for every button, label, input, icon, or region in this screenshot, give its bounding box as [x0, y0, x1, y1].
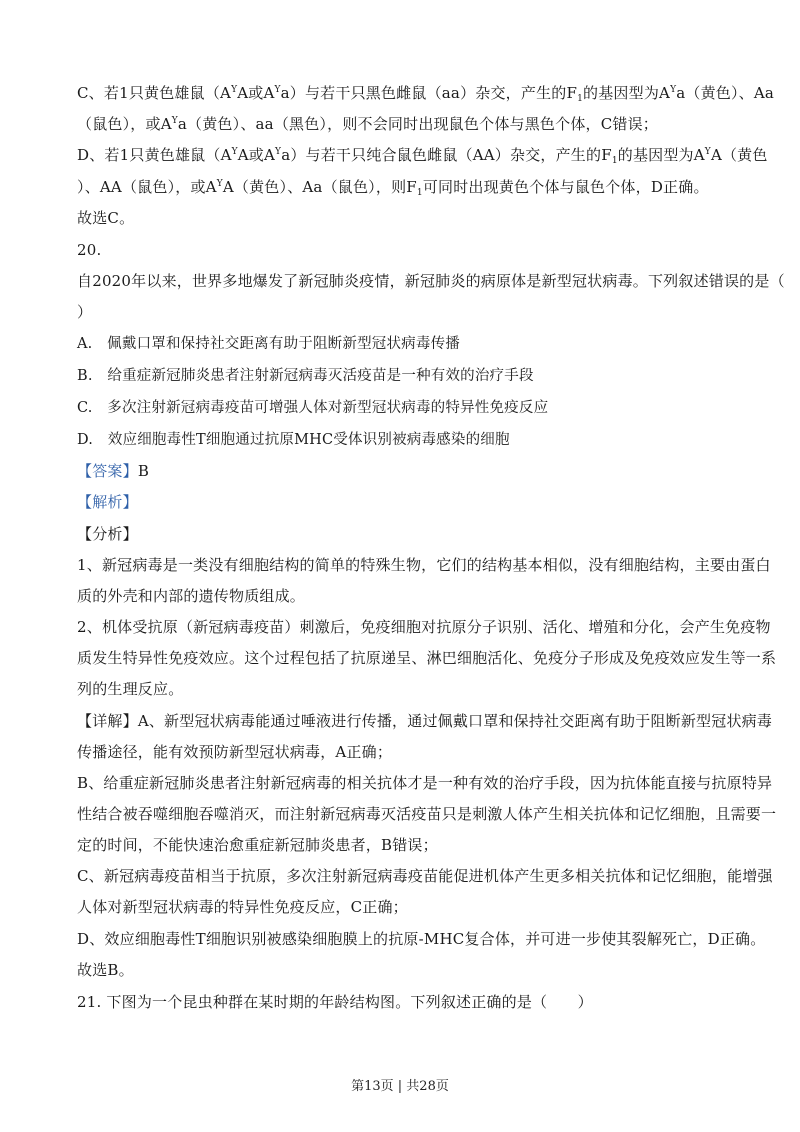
q19-option-d-line2: ）、AA（鼠色），或$A^YA$（黄色）、Aa（鼠色），则$F_1$可同时出现黄色个体与鼠色个体，D正确。	[77, 178, 709, 198]
analysis-point2-line1: 2、机体受抗原（新冠病毒疫苗）刺激后，免疫细胞对抗原分子识别、活化、增殖和分化，会产生免疫物	[77, 618, 771, 636]
answer-tag: 【答案】	[77, 462, 138, 480]
q20-number: 20.	[77, 241, 102, 259]
analysis-point2-line2: 质发生特异性免疫效应。这个过程包括了抗原递呈、淋巴细胞活化、免疫分子形成及免疫效应发生等一系	[77, 649, 777, 667]
detail-a-line2: 传播途径，能有效预防新型冠状病毒，A正确；	[77, 743, 393, 761]
detail-b-line1: B、给重症新冠肺炎患者注射新冠病毒的相关抗体才是一种有效的治疗手段，因为抗体能直接与抗原特异	[77, 774, 773, 792]
detail-tag: 【详解】	[77, 712, 138, 730]
q19-choose: 故选C。	[77, 209, 135, 227]
detail-c-line2: 人体对新型冠状病毒的特异性免疫反应，C正确；	[77, 898, 408, 916]
detail-b-line2: 性结合被吞噬细胞吞噬消灭，而注射新冠病毒灭活疫苗只是刺激人体产生相关抗体和记忆细胞，且需要一	[77, 805, 777, 823]
analysis-point1-line2: 质的外壳和内部的遗传物质组成。	[77, 587, 306, 605]
detail-b-line3: 定的时间，不能快速治愈重症新冠肺炎患者，B错误；	[77, 836, 438, 854]
detail-a-line1: 【详解】A、新型冠状病毒能通过唾液进行传播，通过佩戴口罩和保持社交距离有助于阻断新型冠状病毒	[77, 712, 773, 730]
q20-option-d: D. 效应细胞毒性T细胞通过抗原MHC受体识别被病毒感染的细胞	[77, 432, 510, 448]
detail-c-line1: C、新冠病毒疫苗相当于抗原，多次注射新冠病毒疫苗能促进机体产生更多相关抗体和记忆细胞，能增强	[77, 867, 773, 885]
analysis-point1-line1: 1、新冠病毒是一类没有细胞结构的简单的特殊生物，它们的结构基本相似，没有细胞结构，主要由蛋白	[77, 556, 771, 574]
detail-d-line1: D、效应细胞毒性T细胞识别被感染细胞膜上的抗原-MHC复合体，并可进一步使其裂解死亡，D正确。	[77, 930, 766, 948]
fenxi-tag: 【分析】	[77, 525, 138, 543]
q20-answer	[77, 461, 149, 481]
answer-value: B	[137, 462, 150, 480]
analysis-tag: 【解析】	[77, 493, 138, 511]
q20-option-c: C. 多次注射新冠病毒疫苗可增强人体对新型冠状病毒的特异性免疫反应	[77, 400, 549, 416]
q21-stem: 21. 下图为一个昆虫种群在某时期的年龄结构图。下列叙述正确的是（ ）	[77, 993, 593, 1011]
q20-stem-line2: ）	[77, 303, 93, 321]
q20-choose: 故选B。	[77, 961, 134, 979]
page-footer: 第13页 | 共28页	[351, 1079, 449, 1094]
q20-option-a: A. 佩戴口罩和保持社交距离有助于阻断新型冠状病毒传播	[77, 336, 460, 352]
q19-option-c-line2: （鼠色），或$A^Ya$（黄色）、aa（黑色），则不会同时出现鼠色个体与黑色个体，C错误；	[77, 115, 658, 133]
q20-stem-line1: 自2020年以来，世界多地爆发了新冠肺炎疫情，新冠肺炎的病原体是新型冠状病毒。下列叙述错误的是（	[77, 272, 785, 290]
q19-option-d-line1: D、若1只黄色雄鼠（$A^YA$或$A^Ya$）与若干只纯合鼠色雌鼠（AA）杂交，产生的$F_1$的基因型为$A^YA$（黄色	[77, 146, 768, 166]
q20-option-b: B. 给重症新冠肺炎患者注射新冠病毒灭活疫苗是一种有效的治疗手段	[77, 368, 534, 384]
analysis-point2-line3: 列的生理反应。	[77, 680, 184, 698]
q19-option-c-line1: C、若1只黄色雄鼠（$A^YA$或$A^Ya$）与若干只黑色雌鼠（aa）杂交，产生的$F_1$的基因型为$A^Ya$（黄色）、Aa	[77, 84, 775, 104]
